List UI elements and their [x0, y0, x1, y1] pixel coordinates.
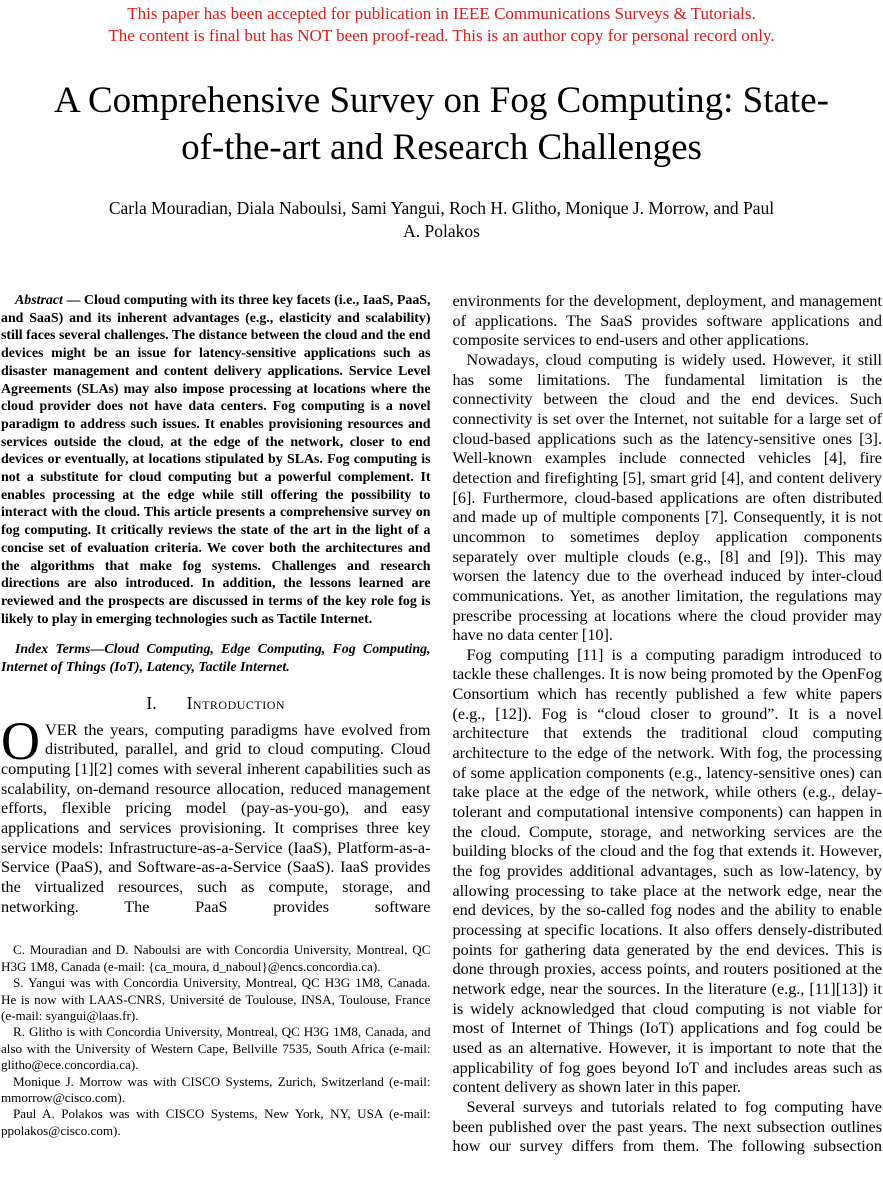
- body-paragraph-cloud-limitations: Nowadays, cloud computing is widely used. However, it still has some limitations. The fundamental limitation is the connectivity between the cloud and the end devices. Such connectivity is set over the Internet, not suitable for a large set of cloud-based applications such as the latency-sensitive ones [3]. Well-known examples include connected vehicles [4], fire detection and firefighting [5], smart grid [4], and content delivery [6]. Furthermore, cloud-based applications are often distributed and made up of multiple components [7]. Consequently, it is not uncommon to sometimes deploy application components separately over multiple clouds (e.g., [8] and [9]). This may worsen the latency due to the overhead induced by inter-cloud communications. Yet, as another limitation, the regulations may prescribe processing at locations where the cloud provider may have no data center [10].: [452, 350, 882, 645]
- section-title: Introduction: [186, 692, 286, 713]
- right-column: [453, 292, 883, 1157]
- left-column: [1, 292, 431, 1157]
- authors-line-1: Carla Mouradian, Diala Naboulsi, Sami Yangui, Roch H. Glitho, Monique J. Morrow, and Paul: [108, 198, 775, 218]
- intro-paragraph: [1, 710, 431, 918]
- index-terms-paragraph: [1, 641, 431, 676]
- two-column-body: [0, 292, 883, 1157]
- author-list: [0, 197, 883, 243]
- authors-line-2: A. Polakos: [403, 221, 480, 241]
- drop-cap: O: [1, 710, 40, 771]
- author-footnotes: [1, 942, 431, 1139]
- title-line-1: A Comprehensive Survey on Fog Computing: State-: [54, 80, 829, 121]
- acceptance-notice: [0, 0, 883, 47]
- footnote-morrow: Monique J. Morrow was with CISCO Systems, Zurich, Switzerland (e-mail: mmorrow@cisco.com).: [1, 1073, 431, 1105]
- index-terms-label: Index Terms: [15, 642, 91, 658]
- index-terms-text: —Cloud Computing, Edge Computing, Fog Computing, Internet of Things (IoT), Latency, Tactile Internet.: [1, 642, 431, 676]
- body-paragraph-continuation: environments for the development, deployment, and management of applications. The SaaS provides software applications and composite services to end-users and other applications.: [452, 292, 882, 350]
- body-paragraph-surveys: Several surveys and tutorials related to fog computing have been published over the past years. The next subsection outlines how our survey differs from them. The following subsection: [452, 1097, 882, 1156]
- section-number: I.: [146, 692, 157, 713]
- footnote-yangui: S. Yangui was with Concordia University, Montreal, QC H3G 1M8, Canada. He is now with LAAS-CNRS, Université de Toulouse, INSA, Toulouse, France (e-mail: syangui@laas.fr).: [1, 975, 431, 1023]
- footnote-glitho: R. Glitho is with Concordia University, Montreal, QC H3G 1M8, Canada, and also with the University of Western Cape, Bellville 7535, South Africa (e-mail: glitho@ece.concordia.ca).: [1, 1024, 431, 1073]
- abstract-text: — Cloud computing with its three key facets (i.e., IaaS, PaaS, and SaaS) and its inherent advantages (e.g., elasticity and scalability) still faces several challenges. The distance between the cloud and the end devices might be an issue for latency-sensitive applications such as disaster management and content delivery applications. Service Level Agreements (SLAs) may also impose processing at locations where the cloud provider does not have data centers. Fog computing is a novel paradigm to address such issues. It enables provisioning resources and services outside the cloud, at the edge of the network, closer to end devices or eventually, at locations stipulated by SLAs. Fog computing is not a substitute for cloud computing but a powerful complement. It enables processing at the edge while still offering the possibility to interact with the cloud. This article presents a comprehensive survey on fog computing. It critically reviews the state of the art in the light of a concise set of evaluation criteria. We cover both the architectures and the algorithms that make fog systems. Challenges and research directions are also introduced. In addition, the lessons learned are reviewed and the prospects are discussed in terms of the key role fog is likely to play in emerging technologies such as Tactile Internet.: [1, 293, 431, 627]
- abstract-paragraph: [1, 292, 431, 628]
- paper-title: [0, 77, 883, 171]
- title-line-2: of-the-art and Research Challenges: [181, 127, 702, 168]
- abstract-label: Abstract: [15, 293, 63, 308]
- footnote-polakos: Paul A. Polakos was with CISCO Systems, New York, NY, USA (e-mail: ppolakos@cisco.com).: [1, 1106, 431, 1138]
- intro-paragraph-text: VER the years, computing paradigms have evolved from distributed, parallel, and grid to cloud computing. Cloud computing [1][2] comes with several inherent capabilities such as scalability, on-demand resource allocation, reduced management efforts, flexible pricing model (pay-as-you-go), and easy applications and services provisioning. It comprises three key service models: Infrastructure-as-a-Service (IaaS), Platform-as-a-Service (PaaS), and Software-as-a-Service (SaaS). IaaS provides the virtualized resources, such as compute, storage, and networking. The PaaS provides software: [1, 720, 431, 916]
- footnote-mouradian-naboulsi: C. Mouradian and D. Naboulsi are with Concordia University, Montreal, QC H3G 1M8, Canada (e-mail: {ca_moura, d_naboul}@encs.concordia.ca).: [1, 942, 431, 974]
- notice-line-1: This paper has been accepted for publication in IEEE Communications Surveys & Tutorials.: [127, 4, 756, 23]
- notice-line-2: The content is final but has NOT been proof-read. This is an author copy for personal record only.: [108, 26, 775, 45]
- body-paragraph-fog-computing: Fog computing [11] is a computing paradigm introduced to tackle these challenges. It is now being promoted by the OpenFog Consortium which has recently published a few white papers (e.g., [12]). Fog is “cloud closer to ground”. It is a novel architecture that extends the traditional cloud computing architecture to the edge of the network. With fog, the processing of some application components (e.g., latency-sensitive ones) can take place at the edge of the network, while others (e.g., delay-tolerant and computational intensive components) can happen in the cloud. Compute, storage, and networking services are the building blocks of the cloud and the fog that extends it. However, the fog provides additional advantages, such as low-latency, by allowing processing to take place at the network edge, near the end devices, by the so-called fog nodes and the ability to enable processing at specific locations. It also offers densely-distributed points for gathering data generated by the end devices. This is done through proxies, access points, and routers positioned at the network edge, near the sources. In the literature (e.g., [11][13]) it is widely acknowledged that cloud computing is not viable for most of Internet of Things (IoT) applications and fog could be used as an alternative. However, it is important to note that the applicability of fog goes beyond IoT and includes areas such as content delivery as shown later in this paper.: [452, 645, 882, 1097]
- section-heading-introduction: [1, 692, 431, 714]
